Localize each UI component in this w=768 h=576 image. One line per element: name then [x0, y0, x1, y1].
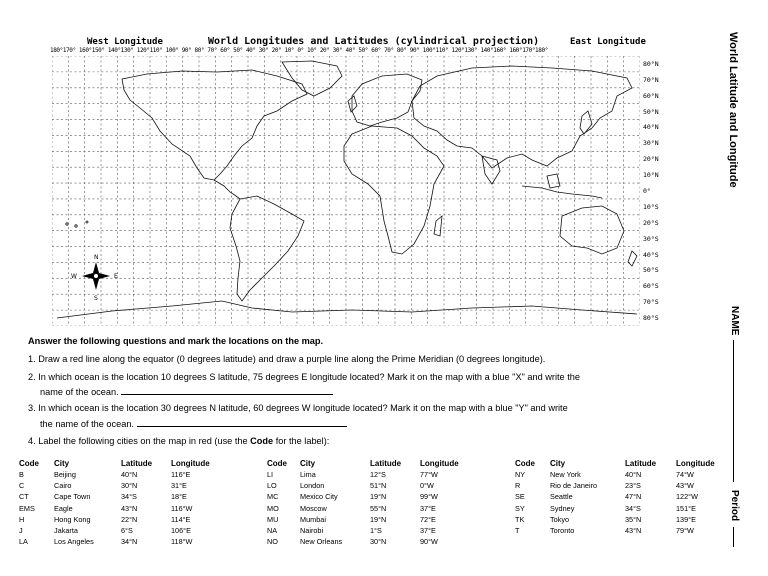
latitude-label: 20°N — [643, 155, 659, 164]
latitude-label: 80°N — [643, 59, 659, 68]
city-row — [515, 491, 722, 502]
city-latitude: 34°S — [121, 492, 137, 502]
city-latitude: 1°S — [370, 526, 382, 536]
latitude-label: 70°N — [643, 75, 659, 84]
city-code: T — [515, 526, 520, 536]
city-code: J — [19, 526, 23, 536]
city-longitude: 106°E — [171, 526, 191, 536]
city-longitude: 0°W — [420, 481, 434, 491]
city-code: MO — [267, 503, 279, 513]
city-latitude: 40°N — [625, 470, 642, 480]
world-map-svg — [52, 56, 640, 326]
city-longitude: 139°E — [676, 514, 696, 524]
name-label: NAME — [729, 306, 740, 336]
header-code: Code — [515, 458, 535, 468]
city-longitude: 74°W — [676, 470, 694, 480]
header-longitude: Longitude — [420, 458, 459, 468]
asia-outline — [412, 66, 632, 168]
latitude-label: 30°S — [643, 234, 659, 243]
city-row — [267, 536, 490, 547]
question-2-line1: 2. In which ocean is the location 10 degrees S latitude, 75 degrees E longitude located? Mark it on the map with a blue "X" and write the — [28, 372, 580, 382]
compass-n: N — [94, 254, 99, 261]
q4-suffix: for the label): — [273, 436, 330, 446]
period-line — [733, 527, 734, 547]
city-row — [515, 503, 722, 514]
header-city: City — [300, 458, 316, 468]
city-longitude: 18°E — [171, 492, 187, 502]
question-3-text: the name of the ocean. — [40, 419, 134, 429]
city-longitude: 90°W — [420, 537, 438, 547]
name-line — [733, 340, 734, 482]
city-name: Lima — [300, 470, 316, 480]
city-code: H — [19, 514, 25, 524]
city-latitude: 19°N — [370, 514, 387, 524]
city-code: LA — [19, 537, 28, 547]
city-code: EMS — [19, 503, 35, 513]
header-latitude: Latitude — [121, 458, 153, 468]
header-longitude: Longitude — [171, 458, 210, 468]
greenland-outline — [282, 61, 342, 96]
city-latitude: 34°N — [121, 537, 138, 547]
central-america-outline — [214, 180, 240, 199]
city-longitude: 116°E — [171, 470, 191, 480]
city-row — [267, 480, 490, 491]
map-title: World Longitudes and Latitudes (cylindrical projection) — [208, 36, 540, 47]
city-row — [19, 514, 241, 525]
cities-table-1 — [19, 457, 241, 547]
south-america-outline — [230, 196, 304, 301]
compass-s: S — [94, 295, 98, 302]
q3-answer-blank[interactable] — [137, 417, 347, 427]
compass-w: W — [71, 273, 77, 280]
antarctica-outline — [57, 301, 637, 318]
city-name: Moscow — [300, 503, 327, 513]
city-row — [19, 480, 241, 491]
city-latitude: 40°N — [121, 470, 138, 480]
header-longitude: Longitude — [676, 458, 715, 468]
city-code: MC — [267, 492, 279, 502]
question-2-text: name of the ocean. — [40, 387, 119, 397]
compass-e: E — [114, 273, 118, 280]
city-code: MU — [267, 514, 279, 524]
city-longitude: 151°E — [676, 503, 696, 513]
latitude-label: 10°S — [643, 202, 659, 211]
city-name: New York — [550, 470, 581, 480]
city-name: New Orleans — [300, 537, 343, 547]
latitude-label: 40°N — [643, 123, 659, 132]
city-code: C — [19, 481, 25, 491]
city-code: R — [515, 481, 521, 491]
q4-prefix: 4. Label the following cities on the map in red (use the — [28, 436, 251, 446]
africa-outline — [344, 126, 444, 254]
city-row — [267, 525, 490, 536]
city-longitude: 118°W — [171, 537, 193, 547]
question-1: 1. Draw a red line along the equator (0 degrees latitude) and draw a purple line along the Prime Meridian (0 degrees longitude). — [28, 354, 546, 364]
borneo-outline — [547, 174, 560, 188]
latitude-labels — [643, 56, 673, 326]
header-code: Code — [19, 458, 39, 468]
city-name: Eagle — [54, 503, 73, 513]
city-longitude: 43°W — [676, 481, 694, 491]
city-longitude: 79°W — [676, 526, 694, 536]
latitude-label: 40°S — [643, 250, 659, 259]
city-longitude: 31°E — [171, 481, 187, 491]
side-title: World Latitude and Longitude — [727, 32, 739, 188]
city-longitude: 72°E — [420, 514, 436, 524]
city-latitude: 43°N — [121, 503, 138, 513]
city-latitude: 6°S — [121, 526, 133, 536]
period-label: Period — [729, 490, 740, 522]
city-code: NY — [515, 470, 526, 480]
city-code: NO — [267, 537, 278, 547]
city-latitude: 55°N — [370, 503, 387, 513]
header-city: City — [550, 458, 566, 468]
city-name: Seattle — [550, 492, 573, 502]
city-longitude: 122°W — [676, 492, 698, 502]
city-code: SE — [515, 492, 525, 502]
compass-rose — [71, 254, 118, 302]
latitude-label: 70°S — [643, 298, 659, 307]
india-outline — [482, 156, 500, 184]
city-name: Nairobi — [300, 526, 324, 536]
city-name: Jakarta — [54, 526, 78, 536]
city-row — [19, 469, 241, 480]
city-code: NA — [267, 526, 278, 536]
world-map[interactable] — [52, 56, 640, 326]
city-longitude: 99°W — [420, 492, 438, 502]
city-latitude: 23°S — [625, 481, 641, 491]
city-latitude: 12°S — [370, 470, 386, 480]
city-longitude: 77°W — [420, 470, 438, 480]
city-latitude: 34°S — [625, 503, 641, 513]
city-longitude: 37°E — [420, 526, 436, 536]
header-latitude: Latitude — [625, 458, 657, 468]
city-row — [515, 480, 722, 491]
west-longitude-label: West Longitude — [87, 37, 163, 47]
uk-outline — [348, 96, 357, 112]
madagascar-outline — [434, 216, 442, 236]
latitude-label: 50°N — [643, 107, 659, 116]
latitude-label: 80°S — [643, 314, 659, 323]
latitude-label: 20°S — [643, 218, 659, 227]
city-name: Cape Town — [54, 492, 91, 502]
city-latitude: 47°N — [625, 492, 642, 502]
city-longitude: 37°E — [420, 503, 436, 513]
japan-outline — [580, 111, 592, 134]
cities-table-2 — [267, 457, 490, 547]
latitude-label: 10°N — [643, 171, 659, 180]
city-name: Hong Kong — [54, 514, 91, 524]
city-code: TK — [515, 514, 525, 524]
city-longitude: 114°E — [171, 514, 191, 524]
city-row — [515, 469, 722, 480]
city-row — [267, 491, 490, 502]
city-name: Mumbai — [300, 514, 326, 524]
question-3-line2 — [40, 417, 347, 430]
city-name: Toronto — [550, 526, 575, 536]
city-code: B — [19, 470, 24, 480]
city-latitude: 30°N — [370, 537, 387, 547]
instructions-heading: Answer the following questions and mark the locations on the map. — [28, 336, 324, 346]
city-row — [515, 525, 722, 536]
q4-code-bold: Code — [250, 436, 274, 446]
latitude-label: 50°S — [643, 266, 659, 275]
city-latitude: 19°N — [370, 492, 387, 502]
city-row — [19, 525, 241, 536]
city-code: CT — [19, 492, 29, 502]
city-longitude: 116°W — [171, 503, 193, 513]
question-4 — [28, 435, 329, 447]
city-latitude: 51°N — [370, 481, 387, 491]
indonesia-outline — [522, 186, 602, 198]
city-name: London — [300, 481, 325, 491]
city-row — [267, 469, 490, 480]
city-latitude: 35°N — [625, 514, 642, 524]
city-row — [267, 503, 490, 514]
latitude-label: 0° — [643, 187, 651, 195]
city-row — [19, 491, 241, 502]
header-latitude: Latitude — [370, 458, 402, 468]
city-name: Rio de Janeiro — [550, 481, 598, 491]
city-row — [19, 536, 241, 547]
city-name: Sydney — [550, 503, 575, 513]
city-name: Mexico City — [300, 492, 338, 502]
latitude-label: 60°N — [643, 91, 659, 100]
longitude-ticks: 180°170° 160°150° 140°130° 120°110° 100° 90° 80° 70° 60° 50° 40° 30° 20° 10° 0° 10° 20° 30° 40° 50° 60° 70° 80° 90° 100°110° 120°130° 140°160° 160°170°180° — [50, 47, 548, 54]
east-longitude-label: East Longitude — [570, 37, 646, 47]
question-3-line1: 3. In which ocean is the location 30 degrees N latitude, 60 degrees W longitude located? Mark it on the map with a blue "Y" and write — [28, 403, 568, 413]
continents — [57, 61, 637, 318]
city-name: Beijing — [54, 470, 76, 480]
city-code: LI — [267, 470, 274, 480]
latitude-label: 30°N — [643, 139, 659, 148]
city-code: LO — [267, 481, 277, 491]
question-2-line2 — [40, 385, 333, 398]
city-row — [267, 514, 490, 525]
city-latitude: 30°N — [121, 481, 138, 491]
city-row — [19, 503, 241, 514]
city-latitude: 22°N — [121, 514, 138, 524]
city-latitude: 43°N — [625, 526, 642, 536]
new-zealand-outline — [628, 251, 637, 266]
header-city: City — [54, 458, 70, 468]
europe-outline — [352, 74, 422, 126]
city-name: Tokyo — [550, 514, 570, 524]
header-code: Code — [267, 458, 287, 468]
q2-answer-blank[interactable] — [121, 385, 333, 395]
cities-table-3 — [515, 457, 722, 536]
latitude-label: 60°S — [643, 282, 659, 291]
city-row — [515, 514, 722, 525]
city-name: Los Angeles — [54, 537, 94, 547]
city-code: SY — [515, 503, 525, 513]
city-name: Cairo — [54, 481, 72, 491]
